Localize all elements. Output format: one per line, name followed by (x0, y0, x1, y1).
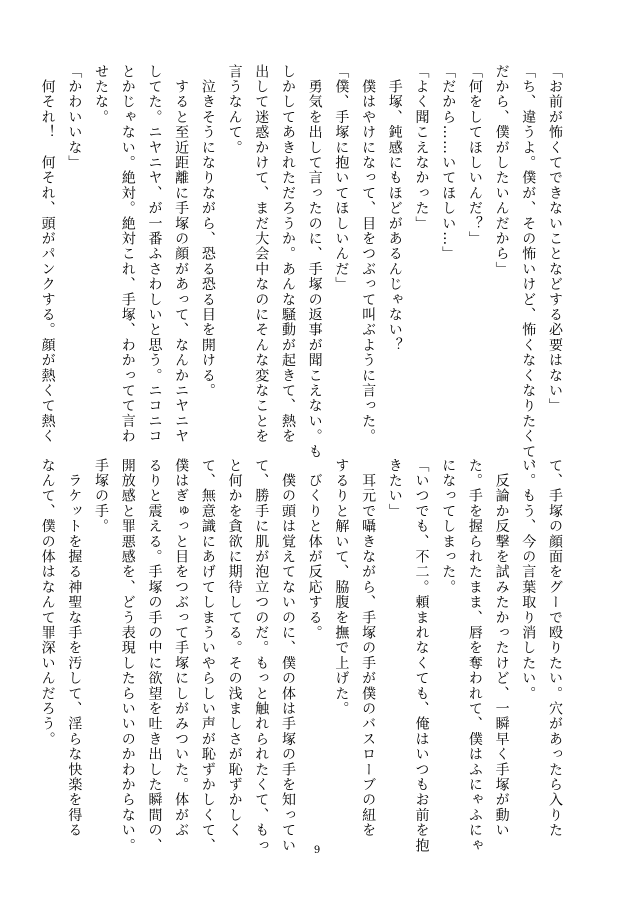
text-line: 開放感と罪悪感を、どう表現したらいいのかわからない。 (119, 458, 136, 854)
upper-text-block (39, 64, 568, 475)
text-line: るりと震える。手塚の手の中に欲望を吐き出した瞬間の、 (146, 458, 163, 854)
page-number: 9 (313, 845, 321, 856)
text-line: すると至近距離に手塚の顔があって、なんかニヤニヤ (173, 64, 190, 444)
text-line: しかしてあきれただろうか。あんな騒動が起きて、熱を (279, 64, 296, 444)
text-line: 「僕、手塚に抱いてほしいんだ」 (333, 64, 350, 292)
text-line: 手塚の手。 (93, 458, 110, 534)
text-line: 反論か反撃を試みたかったけど、一瞬早く手塚が動い (493, 458, 510, 838)
text-line: 何それ！ 何それ、頭がパンクする。顔が熱くて熱く (39, 64, 56, 444)
lower-text-block (39, 458, 568, 854)
text-line: 泣きそうになりながら、恐る恐る目を開ける。 (199, 64, 216, 399)
text-line: 僕の頭は覚えてないのに、僕の体は手塚の手を知ってい (279, 458, 296, 854)
text-line: 「いつでも、不二。頼まれなくても、俺はいつもお前を抱 (413, 458, 430, 854)
text-line: い。もう、今の言葉取り消したい。 (520, 458, 537, 702)
text-line: ラケットを握る神聖な手を汚して、淫らな快楽を得る (66, 458, 83, 838)
text-line: 手塚、鈍感にもほどがあるんじゃない？ (386, 64, 403, 353)
text-line: て、無意識にあげてしまういやらしい声が恥ずかしくて、 (199, 458, 216, 854)
text-line: とかじゃない。絶対。絶対これ、手塚、わかってて言わ (119, 64, 136, 444)
text-line: て、勝手に肌が泡立つのだ。もっと触れられたくて、もっ (253, 458, 270, 854)
text-line: だから、僕がしたいんだから」 (493, 64, 510, 277)
text-line: してた。ニヤニヤ、が一番ふさわしいと思う。ニコニコ (146, 64, 163, 444)
text-line: せたな。 (93, 64, 110, 125)
text-line: きたい」 (386, 458, 403, 519)
text-line: 出して迷惑かけて、まだ大会中なのにそんな変なことを (253, 64, 270, 444)
text-line: 「よく聞こえなかった」 (413, 64, 430, 232)
text-line: するりと解いて、脇腹を撫で上げた。 (333, 458, 350, 717)
text-line: 「ち、違うよ。僕が、その怖いけど、怖くなくなりたくて、 (520, 64, 537, 475)
text-line: 「何をしてほしいんだ？」 (466, 64, 483, 247)
text-line: 僕はぎゅっと目をつぶって手塚にしがみついた。体がぶ (173, 458, 190, 838)
text-line: 耳元で囁きながら、手塚の手が僕のバスローブの紐を (360, 458, 377, 838)
text-line: て、手塚の顔面をグーで殴りたい。穴があったら入りた (547, 458, 563, 838)
text-line: 僕はやけになって、目をつぶって叫ぶように言った。 (360, 64, 377, 444)
text-line: 「だから……いてほしい…」 (440, 64, 457, 262)
text-line: た。手を握られたまま、唇を奪われて、僕はふにゃふにゃ (466, 458, 483, 854)
text-line: 「お前が怖くてできないことなどする必要はない」 (547, 64, 563, 414)
text-line: なんて、僕の体はなんて罪深いんだろう。 (39, 458, 56, 747)
text-line: 勇気を出して言ったのに、手塚の返事が聞こえない。も (306, 64, 323, 460)
text-line: になってしまった。 (440, 458, 457, 595)
text-line: びくりと体が反応する。 (306, 458, 323, 641)
text-line: 言うなんて。 (226, 64, 243, 156)
text-line: 「かわいいな」 (66, 64, 83, 171)
text-line: と何かを貪欲に期待してる。その浅ましさが恥ずかしく (226, 458, 243, 838)
